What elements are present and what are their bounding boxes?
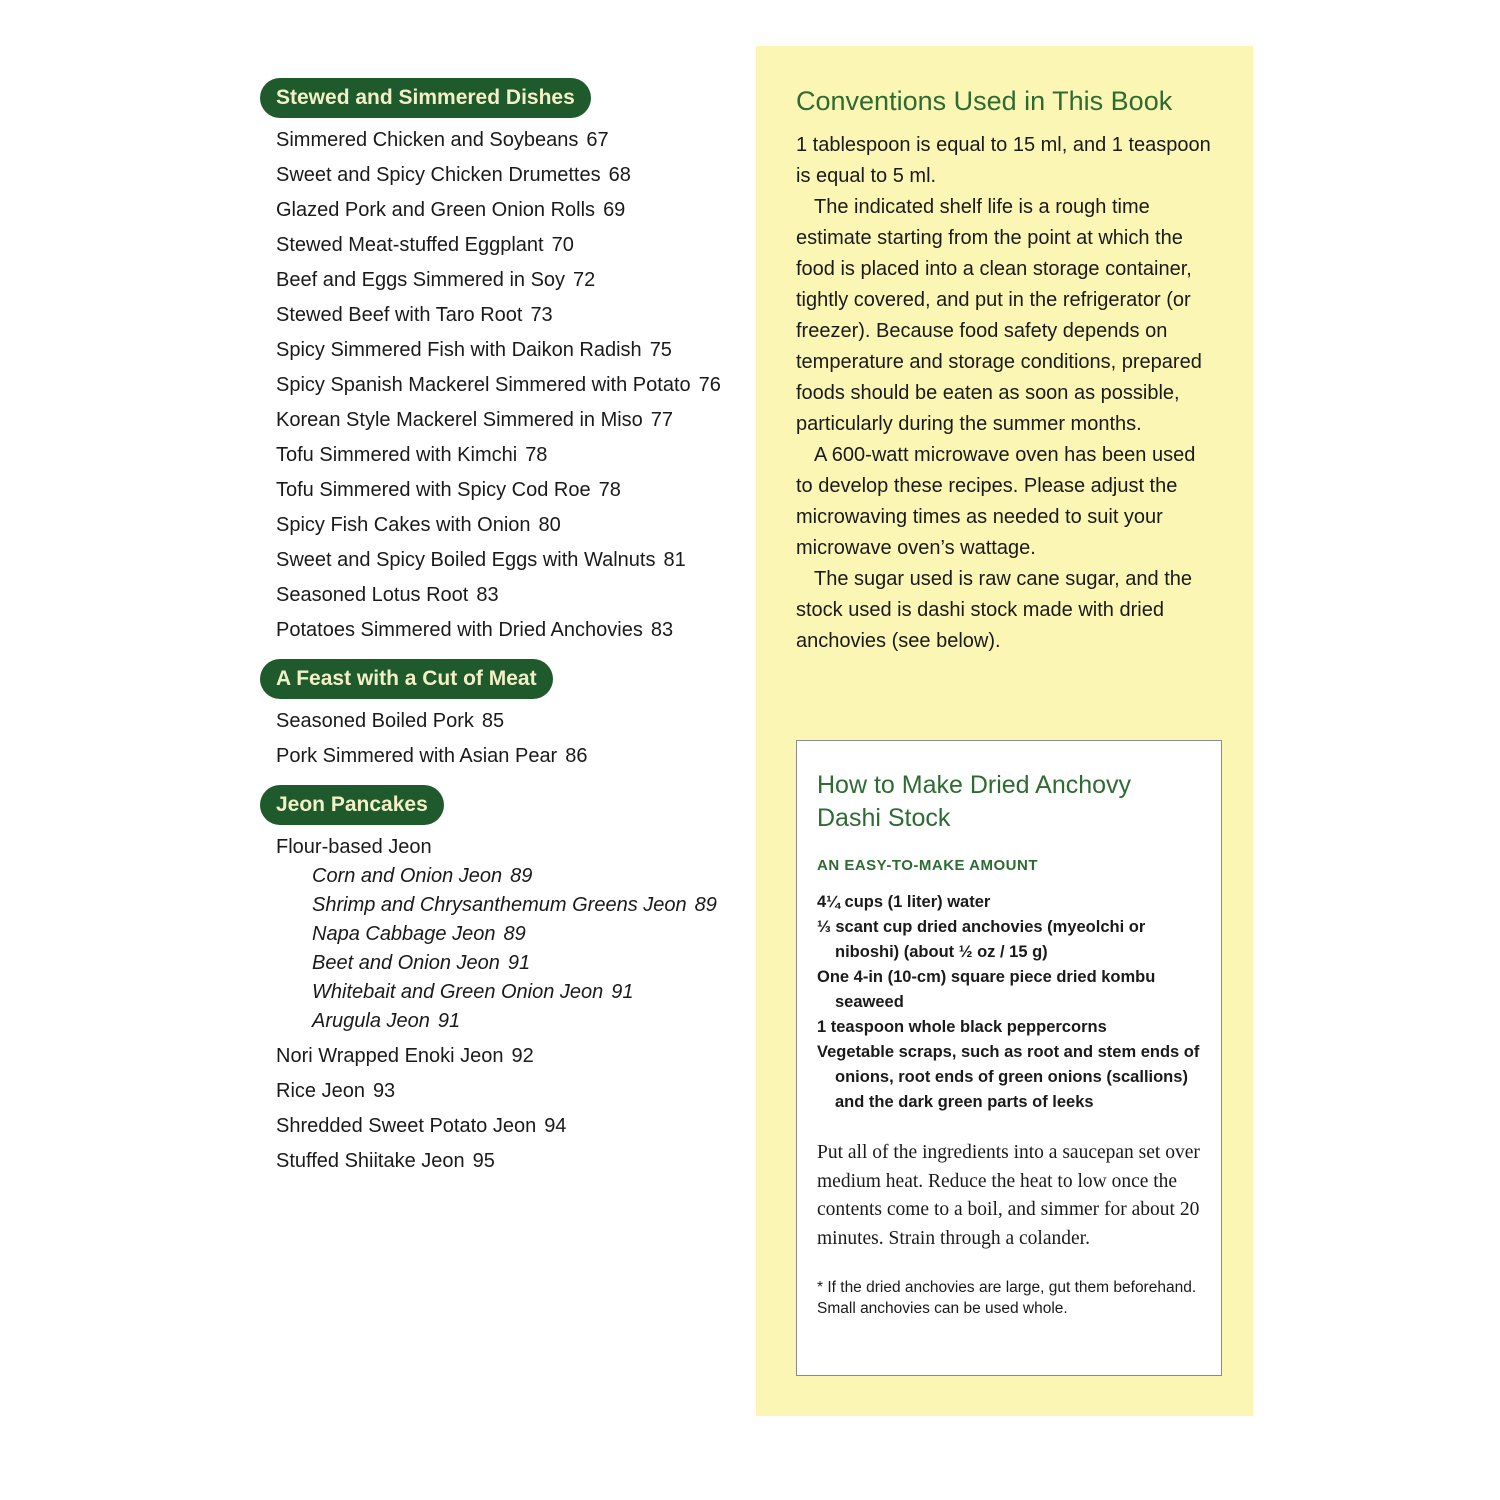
ingredient-item: ⅓ scant cup dried anchovies (myeolchi or niboshi) (about ½ oz / 15 g) [817,918,1146,961]
entry-list [260,126,740,645]
entry-page: 69 [603,199,626,221]
entry-page: 93 [372,1080,396,1102]
toc-sub-entry[interactable] [276,1007,740,1036]
entry-page: 76 [698,374,721,396]
entry-page: 83 [476,584,499,606]
amount-label: AN EASY-TO-MAKE AMOUNT [817,857,1038,874]
entry-title: Seasoned Boiled Pork [276,710,474,732]
conventions-panel [756,46,1253,1416]
toc-entry[interactable] [276,441,740,470]
entry-page: 89 [694,894,717,916]
toc-entry[interactable] [276,476,740,505]
toc-sub-entry[interactable] [276,862,740,891]
toc-entry[interactable] [276,371,740,400]
table-of-contents [260,78,740,1190]
toc-group-heading: Flour-based Jeon [276,836,432,858]
entry-page: 94 [544,1115,567,1137]
entry-title: Tofu Simmered with Spicy Cod Roe [276,479,591,501]
section-heading: Jeon Pancakes [260,785,444,825]
toc-entry[interactable] [276,266,740,295]
toc-sub-entry[interactable] [276,920,740,949]
toc-entry[interactable] [276,581,740,610]
entry-title: Spicy Spanish Mackerel Simmered with Potato [276,374,691,396]
entry-page: 85 [481,710,505,732]
entry-title: Nori Wrapped Enoki Jeon [276,1045,504,1067]
conventions-paragraph: The indicated shelf life is a rough time estimate starting from the point at which the food is placed into a clean storage container, tightly covered, and put in the refrigerator (or freezer). Because food safety depends on temperature and storage conditions, prepared foods should be eaten as soon as possible, particularly during the summer months. [796,196,1202,435]
toc-section-stewed [260,78,740,645]
entry-page: 86 [565,745,588,767]
entry-page: 83 [650,619,674,641]
entry-title: Arugula Jeon [312,1010,430,1032]
entry-title: Sweet and Spicy Boiled Eggs with Walnuts [276,549,656,571]
entry-title: Rice Jeon [276,1080,365,1102]
entry-page: 72 [573,269,596,291]
ingredient-item: Vegetable scraps, such as root and stem ends of onions, root ends of green onions (scallions) and the dark green parts of leeks [817,1043,1200,1111]
toc-entry[interactable] [276,546,740,575]
conventions-title: Conventions Used in This Book [796,86,1173,116]
entry-page: 89 [510,865,533,887]
entry-page: 80 [538,514,561,536]
entry-list [260,707,740,771]
toc-sub-entry[interactable] [276,891,740,920]
entry-title: Spicy Simmered Fish with Daikon Radish [276,339,642,361]
toc-entry[interactable] [276,231,740,260]
entry-title: Pork Simmered with Asian Pear [276,745,558,767]
entry-title: Beet and Onion Jeon [312,952,500,974]
entry-page: 92 [511,1045,534,1067]
entry-page: 68 [608,164,631,186]
entry-page: 89 [503,923,526,945]
entry-page: 75 [649,339,672,361]
entry-title: Potatoes Simmered with Dried Anchovies [276,619,643,641]
entry-title: Stewed Beef with Taro Root [276,304,523,326]
toc-entry[interactable] [276,196,740,225]
entry-page: 77 [650,409,674,431]
ingredient-item: 4¼ cups (1 liter) water [817,893,991,911]
toc-entry[interactable] [276,616,740,645]
entry-page: 91 [437,1010,461,1032]
toc-entry[interactable] [276,1042,740,1071]
toc-section-feast [260,659,740,771]
ingredient-item: 1 teaspoon whole black peppercorns [817,1018,1107,1036]
toc-entry[interactable] [276,1077,740,1106]
entry-title: Spicy Fish Cakes with Onion [276,514,531,536]
entry-title: Whitebait and Green Onion Jeon [312,981,604,1003]
entry-title: Shredded Sweet Potato Jeon [276,1115,537,1137]
toc-entry[interactable] [276,301,740,330]
entry-title: Stuffed Shiitake Jeon [276,1150,465,1172]
entry-title: Beef and Eggs Simmered in Soy [276,269,566,291]
toc-entry[interactable] [276,511,740,540]
ingredient-list [817,890,1201,1115]
conventions-paragraph: The sugar used is raw cane sugar, and the stock used is dashi stock made with dried anchovies (see below). [796,568,1193,652]
entry-page: 67 [586,129,609,151]
ingredient-item: One 4-in (10-cm) square piece dried kombu seaweed [817,968,1156,1011]
toc-entry[interactable] [276,742,740,771]
toc-entry[interactable] [276,161,740,190]
toc-entry[interactable] [276,406,740,435]
toc-entry[interactable] [276,707,740,736]
entry-page: 73 [530,304,553,326]
toc-entry[interactable] [276,1112,740,1141]
toc-sub-entry[interactable] [276,978,740,1007]
entry-list [260,833,740,1176]
conventions-body [796,130,1216,657]
recipe-footnote: * If the dried anchovies are large, gut them beforehand. Small anchovies can be used whole. [817,1279,1197,1317]
toc-entry[interactable] [276,126,740,155]
entry-page: 78 [525,444,548,466]
entry-page: 78 [598,479,621,501]
toc-sub-entry[interactable] [276,949,740,978]
entry-title: Seasoned Lotus Root [276,584,469,606]
entry-title: Napa Cabbage Jeon [312,923,496,945]
entry-title: Sweet and Spicy Chicken Drumettes [276,164,601,186]
entry-title: Glazed Pork and Green Onion Rolls [276,199,596,221]
dashi-recipe-box [796,740,1222,1376]
dashi-recipe-title: How to Make Dried Anchovy Dashi Stock [817,771,1132,832]
entry-page: 70 [551,234,574,256]
conventions-paragraph: A 600-watt microwave oven has been used to develop these recipes. Please adjust the microwaving times as needed to suit your microwave oven’s wattage. [796,444,1196,559]
entry-page: 91 [611,981,634,1003]
section-heading: A Feast with a Cut of Meat [260,659,553,699]
conventions-paragraph: 1 tablespoon is equal to 15 ml, and 1 teaspoon is equal to 5 ml. [796,134,1211,187]
toc-entry[interactable] [276,1147,740,1176]
toc-entry[interactable] [276,336,740,365]
entry-title: Korean Style Mackerel Simmered in Miso [276,409,643,431]
entry-title: Simmered Chicken and Soybeans [276,129,579,151]
entry-page: 91 [507,952,531,974]
recipe-method: Put all of the ingredients into a saucepan set over medium heat. Reduce the heat to low once the contents come to a boil, and simmer for about 20 minutes. Strain through a colander. [817,1142,1200,1249]
entry-title: Shrimp and Chrysanthemum Greens Jeon [312,894,687,916]
entry-page: 95 [472,1150,495,1172]
entry-title: Stewed Meat-stuffed Eggplant [276,234,544,256]
entry-title: Tofu Simmered with Kimchi [276,444,518,466]
toc-section-jeon [260,785,740,1176]
entry-title: Corn and Onion Jeon [312,865,503,887]
section-heading: Stewed and Simmered Dishes [260,78,591,118]
entry-page: 81 [663,549,686,571]
